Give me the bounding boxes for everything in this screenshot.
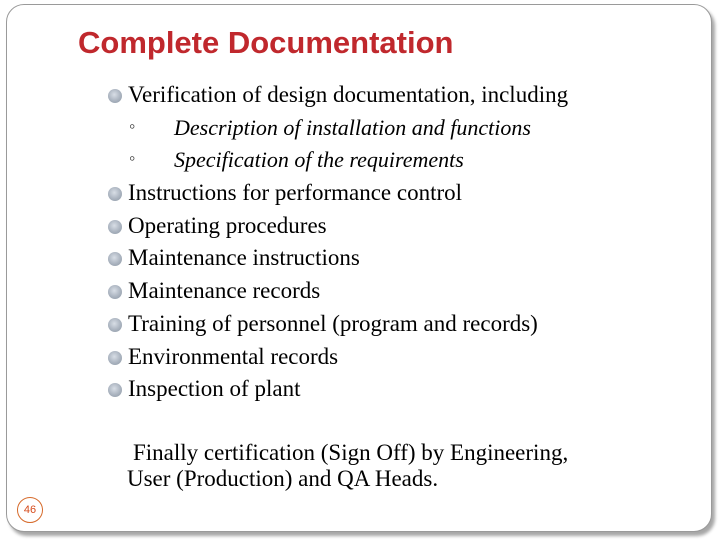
bullet-dot-icon (108, 252, 122, 266)
sub-bullet-text: Specification of the requirements (174, 147, 464, 173)
bullet-dot-icon (108, 383, 122, 397)
bullet-dot-icon (108, 318, 122, 332)
bullet-dot-icon (108, 285, 122, 299)
bullet-dot-icon (108, 89, 122, 103)
bullet-item (105, 308, 705, 341)
bullet-text: Maintenance records (128, 278, 321, 304)
bullet-item (105, 373, 705, 406)
bullet-text: Verification of design documentation, including (128, 82, 569, 107)
bullet-text: Inspection of plant (128, 376, 301, 402)
sub-bullet-item (105, 112, 705, 145)
bullet-dot-icon (108, 351, 122, 365)
bullet-item (105, 177, 705, 210)
bullet-item (105, 210, 705, 243)
bullet-item (105, 275, 705, 308)
bullet-text: Operating procedures (128, 212, 327, 238)
closing-line-1: Finally certification (Sign Off) by Engineering, (133, 440, 569, 465)
bullet-item (105, 79, 705, 112)
sub-bullet-marker: ◦ (129, 115, 136, 136)
bullet-text: Training of personnel (program and records) (128, 310, 538, 336)
sub-bullet-text: Description of installation and functions (174, 114, 531, 140)
bullet-item (105, 242, 705, 275)
bullet-text: Instructions for performance control (128, 180, 463, 206)
bullet-text: Maintenance instructions (128, 245, 360, 271)
bullet-text: Environmental records (128, 343, 339, 369)
sub-bullet-marker: ◦ (129, 148, 136, 169)
bullet-item (105, 341, 705, 374)
page-number: 46 (23, 504, 37, 516)
closing-line-2: User (Production) and QA Heads. (127, 466, 439, 491)
slide-title: Complete Documentation (78, 25, 454, 60)
sub-bullet-item (105, 144, 705, 177)
bullet-list (105, 79, 705, 406)
bullet-dot-icon (108, 187, 122, 201)
bullet-dot-icon (108, 220, 122, 234)
page-number-badge (17, 497, 43, 523)
closing-statement (127, 440, 707, 492)
